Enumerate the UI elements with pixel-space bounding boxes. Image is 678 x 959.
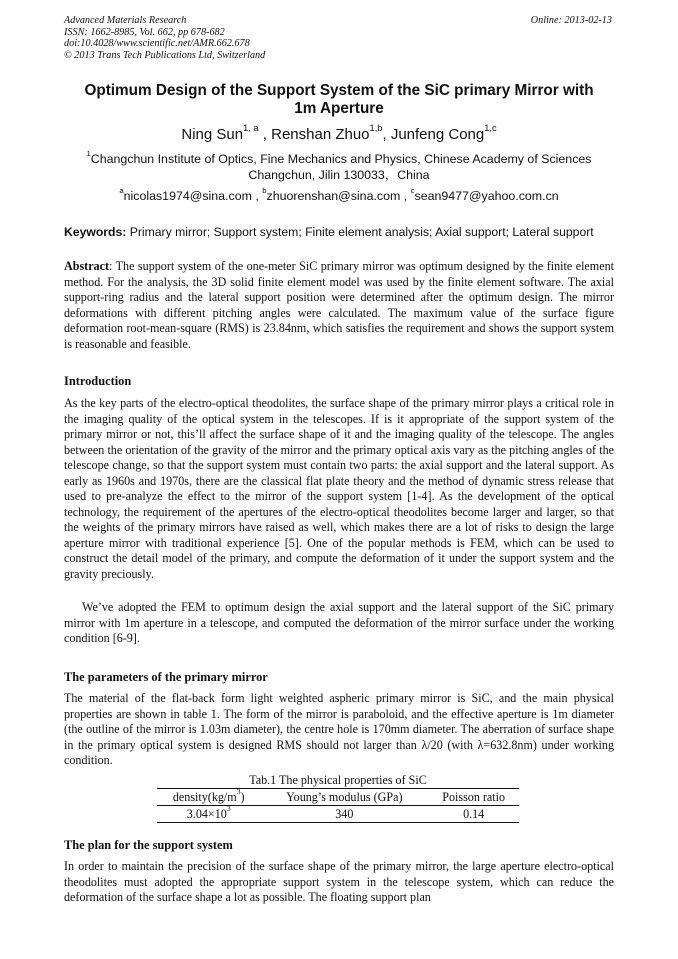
table-header-poisson-ratio: Poisson ratio <box>428 789 519 806</box>
email-address: zhuorenshan@sina.com <box>266 189 401 203</box>
plan-paragraph: In order to maintain the precision of the surface shape of the primary mirror, the large aperture electro-optical theodolites must adopted the appropriate support system in the telescope system, which can reduce the deformation of the surface shape a lot as possible. The floating support plan <box>64 859 614 904</box>
table-cell-youngs-modulus: 340 <box>260 806 428 823</box>
journal-issn: ISSN: 1662-8985, Vol. 662, pp 678-682 <box>64 26 225 38</box>
section-heading: The parameters of the primary mirror <box>64 670 268 684</box>
email-address: nicolas1974@sina.com <box>123 189 252 203</box>
author-superscript: 1,b <box>369 122 383 133</box>
affiliation-line-2: Changchun, Jilin 130033，China <box>248 168 430 182</box>
abstract <box>64 259 614 352</box>
affiliation <box>60 148 618 183</box>
keywords-text: Primary mirror; Support system; Finite element analysis; Axial support; Lateral support <box>126 225 594 239</box>
abstract-label: Abstract <box>64 259 110 273</box>
table-cell-poisson-ratio: 0.14 <box>428 806 519 823</box>
table-header-youngs-modulus: Young’s modulus (GPa) <box>260 789 428 806</box>
table-header-density: $density(kg/m^3)$ <box>157 789 260 806</box>
email-superscript: a <box>119 185 124 195</box>
affiliation-superscript: 1 <box>86 148 91 158</box>
email-superscript: c <box>410 185 415 195</box>
journal-header <box>64 15 265 61</box>
params-paragraph: The material of the flat-back form light weighted aspheric primary mirror is SiC, and the main physical properties are shown in table 1. The form of the mirror is paraboloid, and the effective aperture is 1m diameter (the outline of the mirror is 1.03m diameter), the centre hole is 170mm diameter. The aberration of surface shape in the primary optical system is designed RMS should not larger than λ/20 (with λ=632.8nm) under working condition. <box>64 691 614 767</box>
email-superscript: b <box>262 185 267 195</box>
section-heading: The plan for the support system <box>64 838 233 852</box>
author-name: Renshan Zhuo <box>271 126 370 143</box>
section-heading: Introduction <box>64 374 132 388</box>
author-list: Ning Sun$^{1, a}$ , Renshan Zhuo$^{1,b}$, Junfeng Cong$^{1,c}$ <box>181 122 497 143</box>
intro-paragraph-1: As the key parts of the electro-optical theodolites, the surface shape of the primary mirror plays a critical role in the imaging quality of the optical system in the telescopes. If is it appropriate of the support system of the primary mirror or not, this’ll affect the surface shape of it and the imaging quality of the telescope. The angles between the orientation of the gravity of the mirror and the primary optical axis vary as the pitching angles of the telescope change, so that the support system must contain two parts: the axial support and the lateral support. As early as 1960s and 1970s, there are the classical flat plate theory and the method of dynamic stress release that used to pre-analyze the effect to the mirror of the support system [1-4]. As the development of the optical technology, the requirement of the apertures of the electro-optical theodolites become larger and larger, so that the weights of the primary mirrors have raised as well, which makes there are a lot of risks to design the large aperture mirror with traditional experience [5]. One of the popular methods is FEM, which can be used to construct the detail model of the primary, and compute the deformation of it under the support system and the gravity preciously. <box>64 396 614 581</box>
affiliation-line-1: Changchun Institute of Optics, Fine Mechanics and Physics, Chinese Academy of Sciences <box>90 152 592 166</box>
intro-paragraph-2: We’ve adopted the FEM to optimum design the axial support and the lateral support of the SiC primary mirror with 1m aperture in a telescope, and computed the deformation of the mirror surface under the working condition [6-9]. <box>64 600 614 645</box>
title-line-1: Optimum Design of the Support System of the SiC primary Mirror with <box>84 82 594 99</box>
author-name: Junfeng Cong <box>390 126 485 143</box>
paper-title <box>60 82 618 118</box>
journal-copyright: © 2013 Trans Tech Publications Ltd, Switzerland <box>64 49 266 61</box>
email-list: $^a$nicolas1974@sina.com , $^b$zhuorenshan@sina.com , $^c$sean9477@yahoo.com.cn <box>119 185 559 203</box>
abstract-text: : The support system of the one-meter SiC primary mirror was optimum designed by the finite element method. For the analysis, the 3D solid finite element model was used by the finite element software. The axial support-ring radius and the lateral support position were determined after the optimum design. The mirror deformations with different pitching angles were calculated. The maximum value of the surface figure deformation root-mean-square (RMS) is 23.84nm, which satisfies the requirement and shows the support system is reasonable and feasible. <box>64 259 614 351</box>
journal-name: Advanced Materials Research <box>64 15 187 26</box>
author-superscript: 1,c <box>484 122 497 133</box>
keywords <box>64 225 616 239</box>
author-superscript: 1, a <box>243 122 259 133</box>
journal-doi: doi:10.4028/www.scientific.net/AMR.662.678 <box>64 38 250 49</box>
online-date: Online: 2013-02-13 <box>530 15 612 26</box>
table-cell-density: $3.04\times 10^3$ <box>157 806 260 823</box>
email-address: sean9477@yahoo.com.cn <box>414 189 559 203</box>
author-name: Ning Sun <box>181 126 244 143</box>
title-line-2: 1m Aperture <box>294 100 384 117</box>
keywords-label: Keywords: <box>64 225 127 239</box>
table-caption: Tab.1 The physical properties of SiC <box>249 773 427 787</box>
properties-table <box>157 773 519 823</box>
